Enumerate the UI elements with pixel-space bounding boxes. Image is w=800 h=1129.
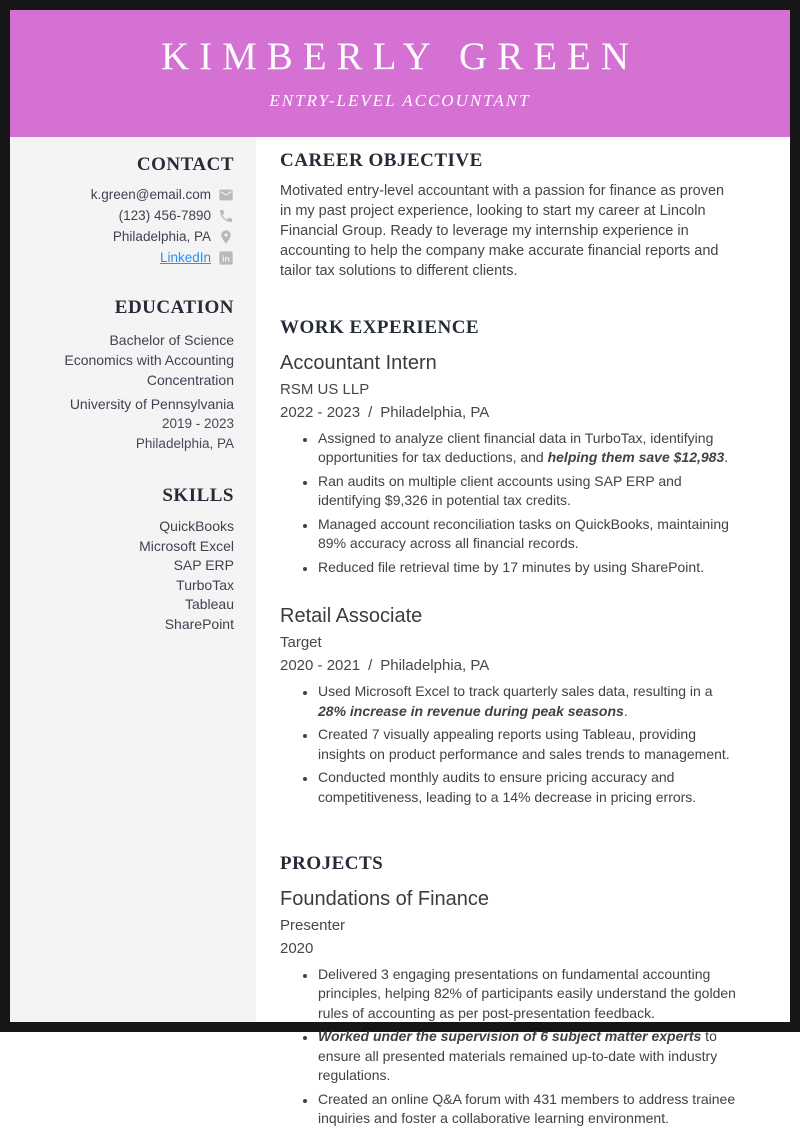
skill-item: Tableau bbox=[184, 596, 234, 613]
contact-section bbox=[24, 153, 234, 266]
linkedin-link[interactable]: LinkedIn bbox=[159, 249, 211, 265]
job-bullet: • Conducted monthly audits to ensure pricing accuracy and competitiveness, leading to a 14% decrease in pricing errors. bbox=[317, 768, 738, 807]
phone-icon bbox=[218, 208, 234, 224]
career-objective-heading: CAREER OBJECTIVE bbox=[280, 150, 483, 171]
job-bullet: • Assigned to analyze client financial data in TurboTax, identifying opportunities for tax deductions, and helping them save $12,983. bbox=[317, 429, 738, 468]
resume-body bbox=[10, 137, 790, 1127]
job-bullet: • Used Microsoft Excel to track quarterly sales data, resulting in a 28% increase in revenue during peak seasons. bbox=[317, 682, 738, 721]
project-entry bbox=[280, 886, 738, 1129]
project-title: Foundations of Finance bbox=[280, 887, 490, 910]
skill-item: SharePoint bbox=[164, 615, 234, 632]
skills-heading: SKILLS bbox=[162, 484, 234, 506]
project-bullet: • Delivered 3 engaging presentations on fundamental accounting principles, helping 82% of participants easily understand the golden rules of accounting as per post-presentation feedback. bbox=[317, 965, 738, 1024]
linkedin-icon bbox=[218, 250, 234, 266]
sidebar bbox=[10, 137, 256, 1022]
education-school: University of Pennsylvania bbox=[69, 395, 234, 412]
header-banner bbox=[10, 10, 790, 137]
contact-location: Philadelphia, PA bbox=[112, 228, 211, 244]
education-location: Philadelphia, PA bbox=[135, 435, 234, 451]
job-dateline bbox=[280, 656, 738, 675]
project-bullet: • Worked under the supervision of 6 subject matter experts to ensure all presented materials remained up-to-date with industry regulations. bbox=[317, 1027, 738, 1086]
education-section bbox=[24, 296, 234, 454]
job-bullet: • Ran audits on multiple client accounts using SAP ERP and identifying $9,326 in potential tax credits. bbox=[317, 472, 738, 511]
project-role: Presenter bbox=[280, 916, 346, 934]
contact-phone-row bbox=[24, 208, 234, 224]
skill-item: TurboTax bbox=[176, 576, 234, 593]
project-bullet: • Created an online Q&A forum with 431 members to address trainee inquiries and foster a collaborative learning environment. bbox=[317, 1090, 738, 1129]
job-title: Retail Associate bbox=[280, 605, 423, 627]
education-heading: EDUCATION bbox=[114, 296, 234, 318]
contact-linkedin-row bbox=[24, 250, 234, 266]
job-entry bbox=[280, 350, 738, 578]
main-column bbox=[256, 137, 790, 1127]
contact-heading: CONTACT bbox=[136, 154, 234, 175]
education-dates: 2019 - 2023 bbox=[161, 415, 234, 431]
project-dates: 2020 bbox=[280, 939, 314, 957]
job-dates: 2022 - 2023 bbox=[280, 403, 361, 421]
job-bullet: • Managed account reconciliation tasks on QuickBooks, maintaining 89% accuracy across all financial records. bbox=[317, 515, 738, 554]
job-dates: 2020 - 2021 bbox=[280, 657, 361, 674]
education-major: Economics with Accounting Concentration bbox=[64, 351, 234, 388]
contact-email: k.green@email.com bbox=[90, 186, 211, 202]
job-bullets bbox=[280, 682, 738, 807]
skills-section bbox=[24, 484, 234, 635]
job-entry bbox=[280, 603, 738, 807]
project-bullets bbox=[280, 965, 738, 1129]
job-bullets bbox=[280, 429, 738, 578]
date-separator: / bbox=[368, 403, 373, 421]
projects-section bbox=[280, 852, 738, 1129]
svg-text:in: in bbox=[222, 253, 230, 264]
skill-item: QuickBooks bbox=[159, 518, 234, 535]
candidate-title: ENTRY-LEVEL ACCOUNTANT bbox=[269, 90, 531, 110]
job-location: Philadelphia, PA bbox=[380, 403, 490, 421]
job-location: Philadelphia, PA bbox=[380, 657, 490, 674]
contact-email-row bbox=[24, 187, 234, 203]
candidate-name: KIMBERLY GREEN bbox=[160, 35, 640, 79]
projects-heading: PROJECTS bbox=[280, 853, 384, 874]
job-company: RSM US LLP bbox=[280, 380, 370, 398]
education-degree: Bachelor of Science bbox=[109, 331, 234, 348]
job-title: Accountant Intern bbox=[280, 351, 437, 374]
location-pin-icon bbox=[218, 229, 234, 245]
job-bullet: • Created 7 visually appealing reports using Tableau, providing insights on product performance and sales trends to management. bbox=[317, 725, 738, 764]
contact-location-row bbox=[24, 229, 234, 245]
skill-item: SAP ERP bbox=[173, 557, 234, 574]
career-objective-text: Motivated entry-level accountant with a passion for finance as proven in my past project experience, looking to start my career at Lincoln Financial Group. Ready to leverage my internship experience in accounting to help the company make accurate financial reports and tailor tax solutions to different clients. bbox=[280, 182, 725, 279]
work-experience-section bbox=[280, 316, 738, 807]
work-experience-heading: WORK EXPERIENCE bbox=[280, 316, 480, 338]
date-separator: / bbox=[368, 657, 373, 674]
envelope-icon bbox=[218, 187, 234, 203]
contact-phone: (123) 456-7890 bbox=[118, 207, 211, 223]
job-dateline bbox=[280, 403, 738, 422]
skill-item: Microsoft Excel bbox=[139, 537, 234, 554]
career-objective-section bbox=[280, 149, 738, 281]
job-company: Target bbox=[280, 634, 322, 651]
job-bullet: • Reduced file retrieval time by 17 minutes by using SharePoint. bbox=[317, 558, 738, 578]
